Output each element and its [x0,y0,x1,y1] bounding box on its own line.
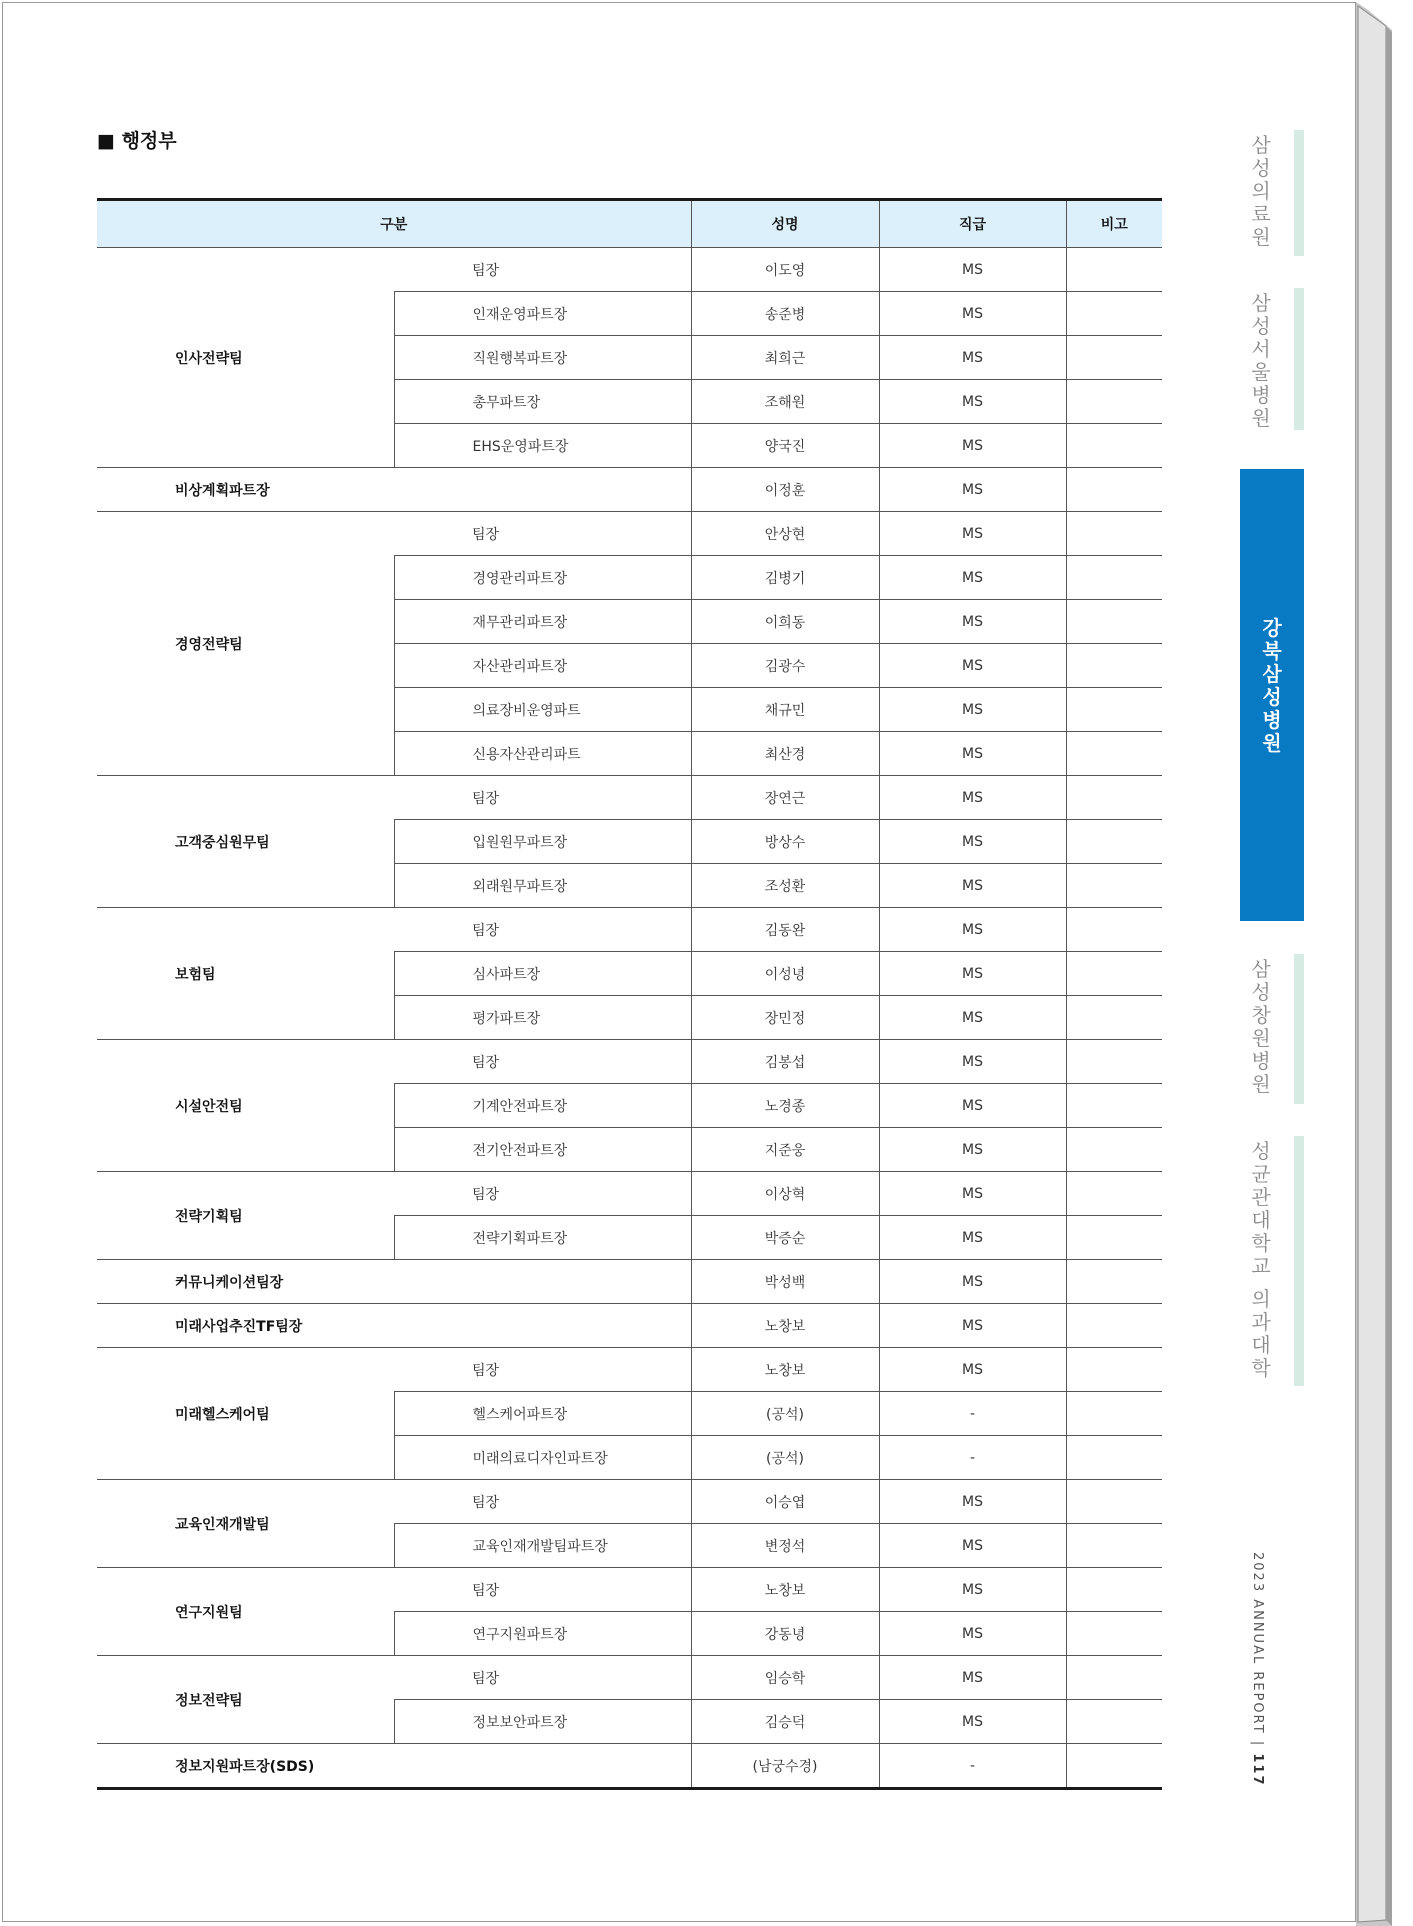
rank-cell: MS [879,1040,1066,1084]
role-cell: 팀장 [394,248,691,292]
note-cell [1066,1128,1162,1172]
section-title: ■ 행정부 [97,130,177,152]
name-cell: 임승학 [691,1656,879,1700]
rank-cell: - [879,1436,1066,1480]
rank-cell: MS [879,1348,1066,1392]
rank-cell: MS [879,1700,1066,1744]
name-cell: 안상현 [691,512,879,556]
note-cell [1066,1656,1162,1700]
note-cell [1066,1480,1162,1524]
note-cell [1066,820,1162,864]
role-cell: 총무파트장 [394,380,691,424]
name-cell: 송준병 [691,292,879,336]
name-cell: 노창보 [691,1568,879,1612]
role-cell: 팀장 [394,776,691,820]
name-cell: 김봉섭 [691,1040,879,1084]
rank-cell: MS [879,952,1066,996]
name-cell: 최희근 [691,336,879,380]
team-name: 커뮤니케이션팀장 [97,1260,691,1304]
rank-cell: MS [879,820,1066,864]
header-name: 성명 [691,200,879,248]
name-cell: 최산경 [691,732,879,776]
note-cell [1066,512,1162,556]
side-tab[interactable] [1240,1136,1304,1386]
side-tab-label: 삼 성 의 료 원 [1251,133,1271,249]
table-row [97,248,1162,292]
name-cell: 노창보 [691,1304,879,1348]
name-cell: 장민정 [691,996,879,1040]
side-tab-bar [1294,130,1304,256]
name-cell: 박성백 [691,1260,879,1304]
note-cell [1066,292,1162,336]
side-tab-label: 강 북 삼 성 병 원 [1262,616,1282,755]
rank-cell: MS [879,732,1066,776]
team-name: 비상계획파트장 [97,468,691,512]
rank-cell: MS [879,1656,1066,1700]
table-row [97,908,1162,952]
side-tab[interactable] [1240,469,1304,921]
note-cell [1066,996,1162,1040]
table-row [97,1348,1162,1392]
rank-cell: MS [879,864,1066,908]
role-cell: 평가파트장 [394,996,691,1040]
team-name: 미래헬스케어팀 [97,1348,394,1480]
rank-cell: MS [879,996,1066,1040]
table-row [97,1304,1162,1348]
role-cell: 자산관리파트장 [394,644,691,688]
table-row [97,1568,1162,1612]
name-cell: 강동녕 [691,1612,879,1656]
team-name: 연구지원팀 [97,1568,394,1656]
rank-cell: MS [879,1172,1066,1216]
note-cell [1066,1392,1162,1436]
rank-cell: MS [879,292,1066,336]
role-cell: 경영관리파트장 [394,556,691,600]
rank-cell: MS [879,776,1066,820]
table-row [97,1260,1162,1304]
note-cell [1066,1348,1162,1392]
note-cell [1066,1260,1162,1304]
note-cell [1066,1568,1162,1612]
role-cell: 팀장 [394,1480,691,1524]
role-cell: 팀장 [394,1172,691,1216]
side-tab-bar [1294,288,1304,430]
name-cell: 채규민 [691,688,879,732]
header-note: 비고 [1066,200,1162,248]
role-cell: 의료장비운영파트 [394,688,691,732]
name-cell: (공석) [691,1436,879,1480]
side-tab[interactable] [1240,130,1304,256]
footer-separator: | [1250,1740,1265,1748]
rank-cell: MS [879,1524,1066,1568]
role-cell: 헬스케어파트장 [394,1392,691,1436]
team-name: 인사전략팀 [97,248,394,468]
rank-cell: MS [879,336,1066,380]
team-name: 미래사업추진TF팀장 [97,1304,691,1348]
role-cell: 팀장 [394,908,691,952]
table-row [97,512,1162,556]
role-cell: 입원원무파트장 [394,820,691,864]
table-row [97,468,1162,512]
name-cell: 이승엽 [691,1480,879,1524]
note-cell [1066,1744,1162,1789]
side-tab[interactable] [1240,288,1304,430]
report-label: 2023 ANNUAL REPORT [1250,1552,1265,1735]
side-tab[interactable] [1240,954,1304,1104]
note-cell [1066,1216,1162,1260]
staff-table [97,198,1162,1790]
note-cell [1066,1084,1162,1128]
role-cell: 교육인재개발팀파트장 [394,1524,691,1568]
role-cell: 팀장 [394,1348,691,1392]
side-tab-label: 삼 성 서 울 병 원 [1251,291,1271,430]
table-header-row [97,200,1162,248]
name-cell: 김동완 [691,908,879,952]
table-row [97,1172,1162,1216]
table-row [97,1040,1162,1084]
name-cell: 장연근 [691,776,879,820]
note-cell [1066,556,1162,600]
rank-cell: MS [879,644,1066,688]
page-number: 117 [1250,1753,1265,1787]
rank-cell: MS [879,468,1066,512]
role-cell: 기계안전파트장 [394,1084,691,1128]
name-cell: 이희동 [691,600,879,644]
team-name: 교육인재개발팀 [97,1480,394,1568]
table-row [97,776,1162,820]
rank-cell: MS [879,248,1066,292]
name-cell: 김병기 [691,556,879,600]
name-cell: 변정석 [691,1524,879,1568]
note-cell [1066,688,1162,732]
note-cell [1066,732,1162,776]
rank-cell: MS [879,1260,1066,1304]
note-cell [1066,1304,1162,1348]
side-tab-label: 성 균 관 대 학 교 의 과 대 학 [1251,1139,1271,1380]
rank-cell: MS [879,1612,1066,1656]
team-name: 보험팀 [97,908,394,1040]
name-cell: 김승덕 [691,1700,879,1744]
note-cell [1066,248,1162,292]
name-cell: 지준웅 [691,1128,879,1172]
role-cell: 심사파트장 [394,952,691,996]
name-cell: (공석) [691,1392,879,1436]
note-cell [1066,864,1162,908]
note-cell [1066,1040,1162,1084]
rank-cell: - [879,1392,1066,1436]
team-name: 시설안전팀 [97,1040,394,1172]
note-cell [1066,952,1162,996]
name-cell: 박증순 [691,1216,879,1260]
role-cell: 팀장 [394,1040,691,1084]
rank-cell: MS [879,688,1066,732]
role-cell: 미래의료디자인파트장 [394,1436,691,1480]
rank-cell: MS [879,1304,1066,1348]
table-row [97,1744,1162,1789]
rank-cell: MS [879,424,1066,468]
rank-cell: MS [879,512,1066,556]
role-cell: 신용자산관리파트 [394,732,691,776]
note-cell [1066,776,1162,820]
name-cell: 김광수 [691,644,879,688]
rank-cell: MS [879,380,1066,424]
side-tab-label: 삼 성 창 원 병 원 [1251,957,1271,1096]
role-cell: EHS운영파트장 [394,424,691,468]
name-cell: 조해원 [691,380,879,424]
role-cell: 외래원무파트장 [394,864,691,908]
table-row [97,1480,1162,1524]
rank-cell: MS [879,1084,1066,1128]
page-edge [1356,0,1392,1926]
note-cell [1066,1436,1162,1480]
rank-cell: MS [879,908,1066,952]
note-cell [1066,1700,1162,1744]
name-cell: 이정훈 [691,468,879,512]
team-name: 정보지원파트장(SDS) [97,1744,691,1789]
note-cell [1066,380,1162,424]
table-body [97,248,1162,1789]
role-cell: 팀장 [394,1656,691,1700]
name-cell: 이성녕 [691,952,879,996]
note-cell [1066,336,1162,380]
note-cell [1066,1172,1162,1216]
role-cell: 전략기획파트장 [394,1216,691,1260]
team-name: 전략기획팀 [97,1172,394,1260]
role-cell: 직원행복파트장 [394,336,691,380]
note-cell [1066,644,1162,688]
name-cell: 방상수 [691,820,879,864]
note-cell [1066,424,1162,468]
header-category: 구분 [97,200,691,248]
rank-cell: MS [879,1568,1066,1612]
rank-cell: MS [879,1128,1066,1172]
note-cell [1066,1524,1162,1568]
note-cell [1066,468,1162,512]
name-cell: 이상혁 [691,1172,879,1216]
role-cell: 연구지원파트장 [394,1612,691,1656]
note-cell [1066,908,1162,952]
note-cell [1066,1612,1162,1656]
name-cell: 조성환 [691,864,879,908]
name-cell: 이도영 [691,248,879,292]
note-cell [1066,600,1162,644]
name-cell: 양국진 [691,424,879,468]
footer [1250,1552,1265,1787]
header-rank: 직급 [879,200,1066,248]
rank-cell: MS [879,600,1066,644]
team-name: 고객중심원무팀 [97,776,394,908]
role-cell: 정보보안파트장 [394,1700,691,1744]
rank-cell: MS [879,1480,1066,1524]
role-cell: 재무관리파트장 [394,600,691,644]
name-cell: (남궁수경) [691,1744,879,1789]
side-tab-bar [1294,954,1304,1104]
team-name: 정보전략팀 [97,1656,394,1744]
table-row [97,1656,1162,1700]
name-cell: 노창보 [691,1348,879,1392]
role-cell: 팀장 [394,1568,691,1612]
role-cell: 팀장 [394,512,691,556]
rank-cell: - [879,1744,1066,1789]
name-cell: 노경종 [691,1084,879,1128]
team-name: 경영전략팀 [97,512,394,776]
role-cell: 인재운영파트장 [394,292,691,336]
side-tab-bar [1294,1136,1304,1386]
rank-cell: MS [879,1216,1066,1260]
role-cell: 전기안전파트장 [394,1128,691,1172]
rank-cell: MS [879,556,1066,600]
